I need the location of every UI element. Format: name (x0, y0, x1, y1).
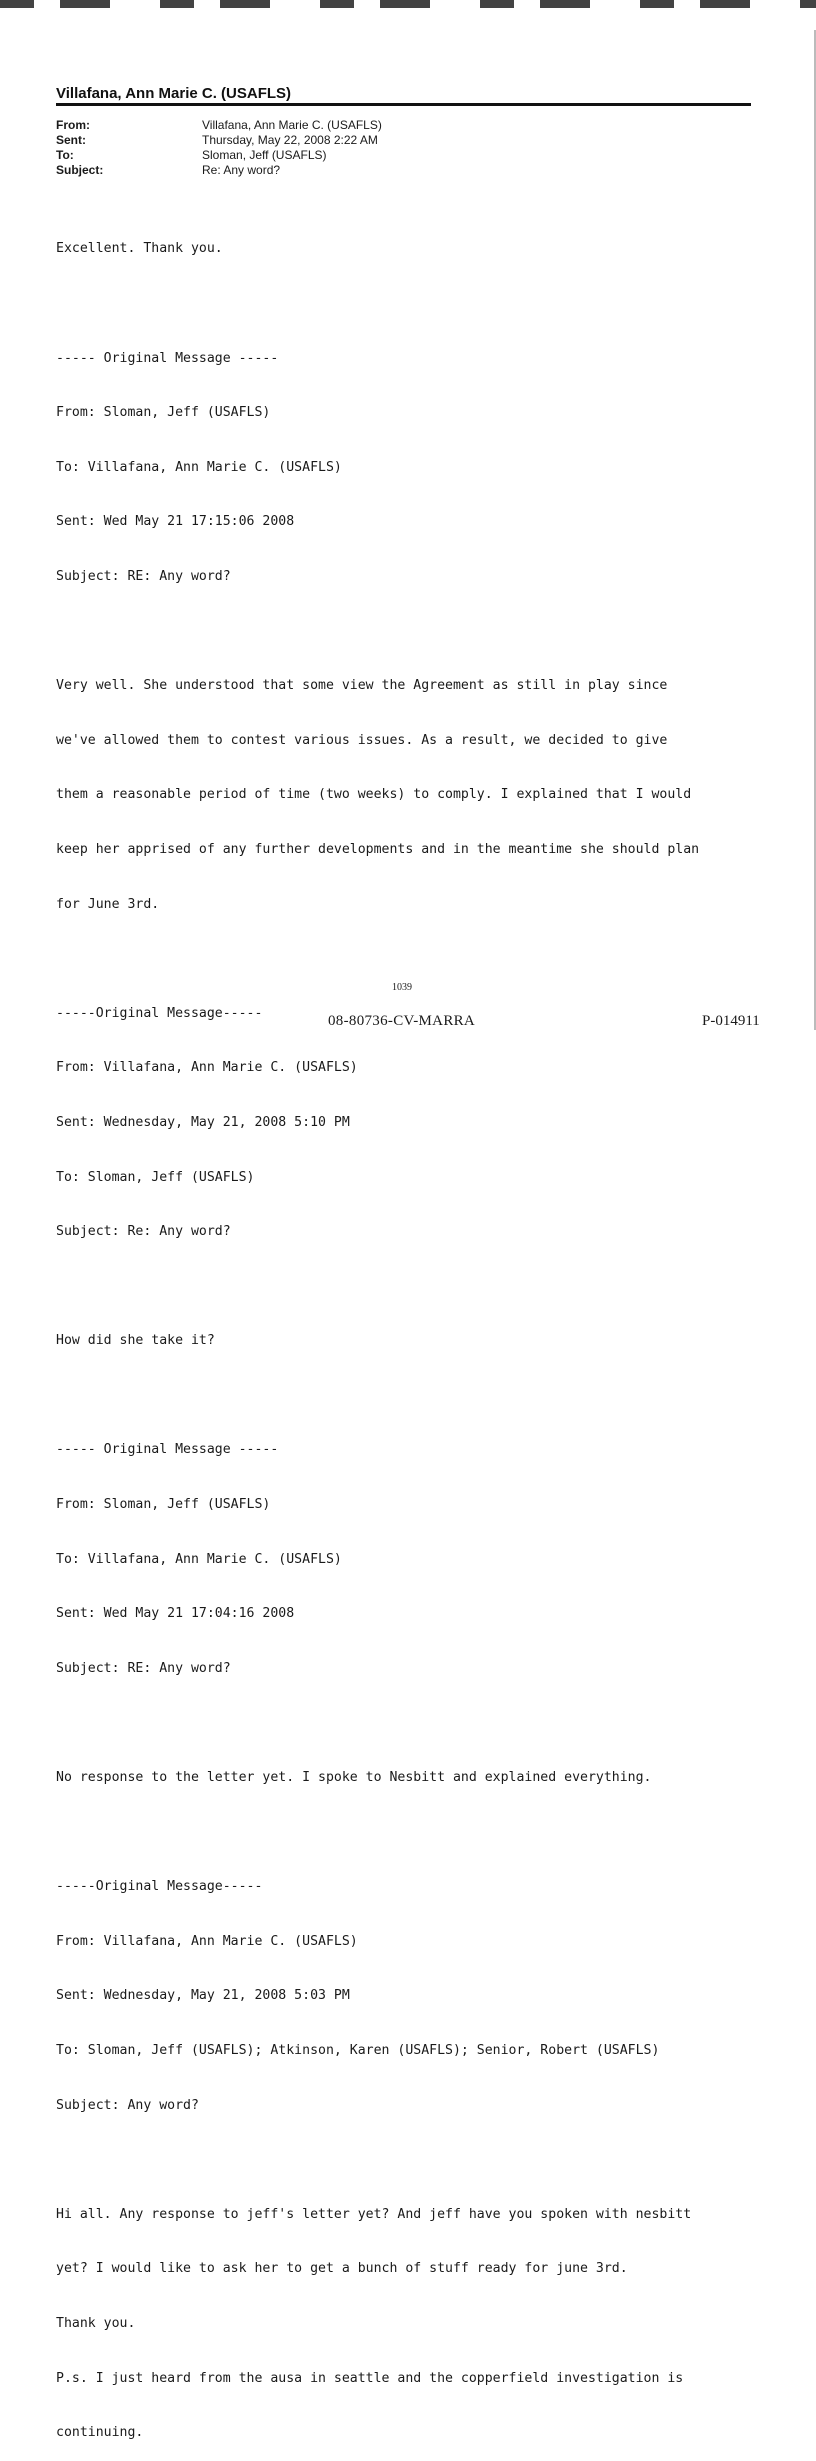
body-line: yet? I would like to ask her to get a bunch of stuff ready for june 3rd. (56, 2261, 628, 2277)
header-value: Re: Any word? (202, 163, 281, 177)
body-line: we've allowed them to contest various issues. As a result, we decided to give (56, 732, 668, 748)
body-line: From: Villafana, Ann Marie C. (USAFLS) (56, 1060, 358, 1076)
email-header-block (56, 118, 382, 178)
header-row-to (56, 148, 382, 163)
body-line: Sent: Wednesday, May 21, 2008 5:03 PM (56, 1988, 350, 2004)
body-line: Sent: Wed May 21 17:15:06 2008 (56, 514, 295, 530)
header-row-sent (56, 133, 382, 148)
page-number: 1039 (392, 982, 412, 993)
bates-number: P-014911 (702, 1013, 760, 1029)
body-line (56, 623, 776, 641)
case-number: 08-80736-CV-MARRA (328, 1013, 476, 1029)
body-line: ----- Original Message ----- (56, 1442, 279, 1458)
header-label: To: (56, 148, 74, 162)
body-line: From: Sloman, Jeff (USAFLS) (56, 1497, 271, 1513)
body-line: -----Original Message----- (56, 1879, 263, 1895)
body-line (56, 950, 776, 968)
body-line: continuing. (56, 2425, 144, 2441)
body-line: No response to the letter yet. I spoke to Nesbitt and explained everything. (56, 1770, 652, 1786)
header-row-subject (56, 163, 382, 178)
body-line: From: Sloman, Jeff (USAFLS) (56, 405, 271, 421)
body-line: P.s. I just heard from the ausa in seattle and the copperfield investigation is (56, 2370, 684, 2386)
header-label: From: (56, 118, 90, 132)
body-line (56, 2151, 776, 2169)
body-line: Excellent. Thank you. (56, 241, 223, 257)
body-line (56, 1714, 776, 1732)
body-line: To: Villafana, Ann Marie C. (USAFLS) (56, 1551, 342, 1567)
body-line: Sent: Wednesday, May 21, 2008 5:10 PM (56, 1114, 350, 1130)
email-body (56, 204, 776, 2461)
body-line: Sent: Wed May 21 17:04:16 2008 (56, 1606, 295, 1622)
body-line: Subject: RE: Any word? (56, 1660, 231, 1676)
body-line: Thank you. (56, 2315, 136, 2331)
body-line: them a reasonable period of time (two weeks) to comply. I explained that I would (56, 787, 692, 803)
header-value: Thursday, May 22, 2008 2:22 AM (202, 133, 378, 147)
body-line (56, 1824, 776, 1842)
scan-edge-artifact (0, 0, 816, 8)
body-line: ----- Original Message ----- (56, 350, 279, 366)
body-line (56, 1387, 776, 1405)
body-line: for June 3rd. (56, 896, 160, 912)
body-line: From: Villafana, Ann Marie C. (USAFLS) (56, 1933, 358, 1949)
sender-name-title: Villafana, Ann Marie C. (USAFLS) (56, 85, 292, 102)
body-line: Hi all. Any response to jeff's letter yet? And jeff have you spoken with nesbitt (56, 2206, 692, 2222)
body-line: Subject: Any word? (56, 2097, 199, 2113)
body-line (56, 295, 776, 313)
body-line: Very well. She understood that some view the Agreement as still in play since (56, 678, 668, 694)
header-row-from (56, 118, 382, 133)
body-line: keep her apprised of any further developments and in the meantime she should plan (56, 841, 700, 857)
body-line: To: Sloman, Jeff (USAFLS); Atkinson, Karen (USAFLS); Senior, Robert (USAFLS) (56, 2043, 660, 2058)
body-line: Subject: Re: Any word? (56, 1224, 231, 1240)
header-value: Sloman, Jeff (USAFLS) (202, 148, 327, 162)
header-label: Subject: (56, 163, 104, 177)
body-line: -----Original Message----- (56, 1005, 263, 1021)
header-label: Sent: (56, 133, 86, 147)
body-line: To: Villafana, Ann Marie C. (USAFLS) (56, 459, 342, 475)
title-divider (56, 103, 751, 106)
body-line: How did she take it? (56, 1333, 215, 1349)
body-line: Subject: RE: Any word? (56, 568, 231, 584)
header-value: Villafana, Ann Marie C. (USAFLS) (202, 118, 382, 132)
body-line: To: Sloman, Jeff (USAFLS) (56, 1169, 255, 1185)
body-line (56, 1278, 776, 1296)
